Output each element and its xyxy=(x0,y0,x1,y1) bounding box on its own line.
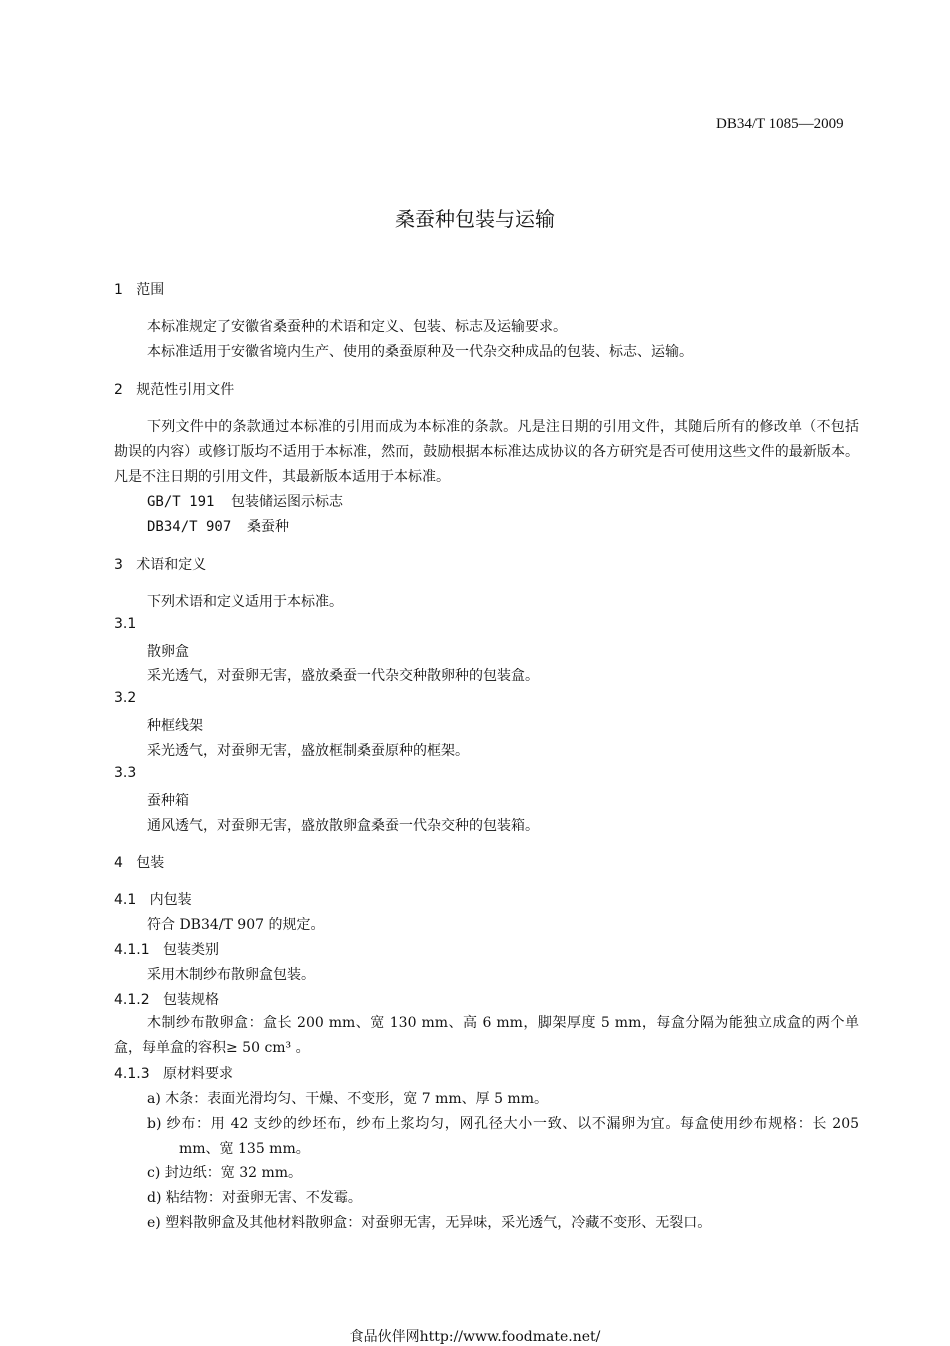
paragraph: 本标准规定了安徽省桑蚕种的术语和定义、包装、标志及运输要求。 xyxy=(147,319,567,335)
subsection-number: 4.1.3 xyxy=(114,1066,150,1082)
reference-name: 桑蚕种 xyxy=(247,519,289,535)
section-title: 范围 xyxy=(136,282,165,298)
list-item xyxy=(147,1212,711,1232)
subsection-number: 4.1.1 xyxy=(114,942,150,958)
list-marker: e) xyxy=(147,1215,161,1231)
reference-name: 包装储运图示标志 xyxy=(231,494,343,510)
subsection-number: 4.1 xyxy=(114,892,137,908)
term-number: 3.1 xyxy=(114,616,137,632)
term-number: 3.2 xyxy=(114,690,137,706)
section-4-heading xyxy=(114,852,164,872)
list-marker: b) xyxy=(147,1116,162,1132)
term-name: 蚕种箱 xyxy=(147,793,189,809)
paragraph: 本标准适用于安徽省境内生产、使用的桑蚕原种及一代杂交种成品的包装、标志、运输。 xyxy=(147,344,693,360)
subsection-heading xyxy=(114,989,219,1009)
subsection-heading xyxy=(114,939,219,959)
document-title: 桑蚕种包装与运输 xyxy=(395,207,555,231)
term-definition: 通风透气，对蚕卵无害，盛放散卵盒桑蚕一代杂交种的包装箱。 xyxy=(147,818,539,834)
paragraph: 采用木制纱布散卵盒包装。 xyxy=(147,967,315,983)
reference-code: DB34/T 907 xyxy=(147,519,232,535)
list-text: 纱布：用 42 支纱的纱坯布，纱布上浆均匀，网孔径大小一致、以不漏卵为宜。每盒使用纱布规格：长 205 mm、宽 135 mm。 xyxy=(166,1116,860,1157)
standard-code: DB34/T 1085—2009 xyxy=(716,116,844,132)
reference-item xyxy=(147,491,343,511)
list-item xyxy=(147,1162,302,1182)
section-title: 术语和定义 xyxy=(136,557,207,573)
reference-code: GB/T 191 xyxy=(147,494,215,510)
list-text: 封边纸：宽 32 mm。 xyxy=(164,1165,303,1181)
term-number: 3.3 xyxy=(114,765,137,781)
section-number: 3 xyxy=(114,557,123,573)
paragraph: 下列术语和定义适用于本标准。 xyxy=(147,594,343,610)
section-1-heading xyxy=(114,279,164,299)
list-item xyxy=(147,1112,859,1162)
subsection-title: 包装类别 xyxy=(162,942,219,958)
list-marker: c) xyxy=(147,1165,161,1181)
subsection-heading xyxy=(114,1063,233,1083)
list-item xyxy=(147,1187,362,1207)
section-3-heading xyxy=(114,554,206,574)
section-number: 2 xyxy=(114,382,123,398)
subsection-title: 包装规格 xyxy=(162,992,219,1008)
term-name: 种框线架 xyxy=(147,718,203,734)
list-text: 塑料散卵盒及其他材料散卵盒：对蚕卵无害，无异味，采光透气，冷藏不变形、无裂口。 xyxy=(165,1215,712,1231)
section-2-heading xyxy=(114,379,234,399)
paragraph: 木制纱布散卵盒：盒长 200 mm、宽 130 mm、高 6 mm，脚架厚度 5 mm，每盒分隔为能独立成盒的两个单盒，每单盒的容积≥ 50 cm³ 。 xyxy=(114,1015,859,1056)
subsection-number: 4.1.2 xyxy=(114,992,150,1008)
footer-link[interactable]: 食品伙伴网http://www.foodmate.net/ xyxy=(349,1329,601,1345)
section-number: 1 xyxy=(114,282,123,298)
section-title: 包装 xyxy=(136,855,165,871)
list-text: 木条：表面光滑均匀、干燥、不变形，宽 7 mm、厚 5 mm。 xyxy=(165,1091,548,1107)
paragraph: 下列文件中的条款通过本标准的引用而成为本标准的条款。凡是注日期的引用文件，其随后所有的修改单（不包括勘误的内容）或修订版均不适用于本标准，然而，鼓励根据本标准达成协议的各方研究是否可使用这些文件的最新版本。凡是不注日期的引用文件，其最新版本适用于本标准。 xyxy=(114,419,859,485)
list-item xyxy=(147,1088,548,1108)
list-text: 粘结物：对蚕卵无害、不发霉。 xyxy=(165,1190,362,1206)
paragraph: 符合 DB34/T 907 的规定。 xyxy=(147,917,325,933)
term-definition: 采光透气，对蚕卵无害，盛放桑蚕一代杂交种散卵种的包装盒。 xyxy=(147,668,539,684)
subsection-title: 原材料要求 xyxy=(162,1066,233,1082)
section-title: 规范性引用文件 xyxy=(136,382,235,398)
list-marker: a) xyxy=(147,1091,161,1107)
reference-item xyxy=(147,516,289,536)
list-marker: d) xyxy=(147,1190,162,1206)
section-number: 4 xyxy=(114,855,123,871)
term-name: 散卵盒 xyxy=(147,644,189,660)
subsection-heading xyxy=(114,889,192,909)
subsection-title: 内包装 xyxy=(149,892,192,908)
term-definition: 采光透气，对蚕卵无害，盛放框制桑蚕原种的框架。 xyxy=(147,743,469,759)
